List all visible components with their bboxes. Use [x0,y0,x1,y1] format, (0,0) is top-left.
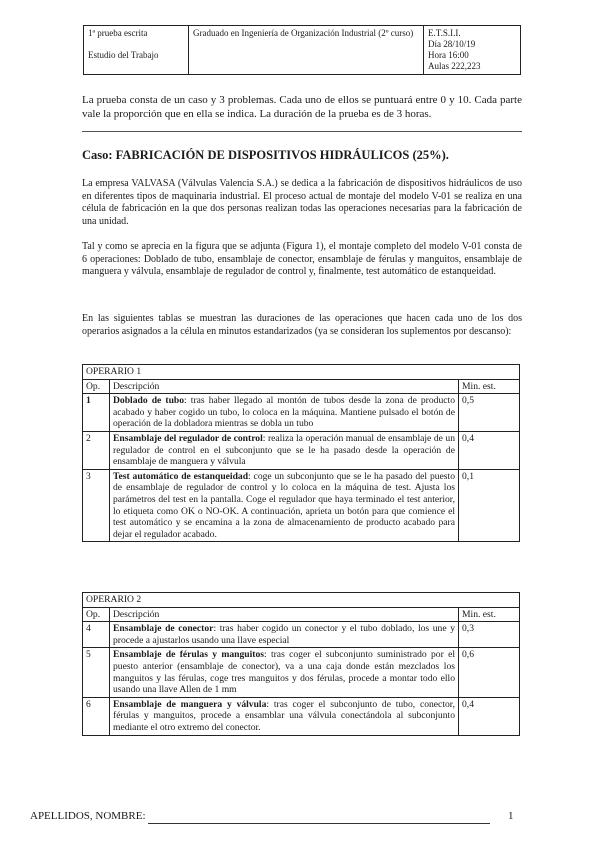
exam-rooms: Aulas 222,223 [428,61,481,71]
op-number: 6 [83,697,110,735]
subject-name: Estudio del Trabajo [88,50,159,60]
school-name: E.T.S.I.I. [428,28,461,38]
degree-name: Graduado en Ingeniería de Organización Industrial (2º curso) [193,28,414,38]
col-time-header: Min. est. [459,379,520,394]
table-row [83,622,520,648]
table-row [83,431,520,469]
col-op-header: Op. [83,379,110,394]
op-time: 0,4 [459,431,520,469]
schedule-cell [424,26,521,75]
op-text: : tras coger el subconjunto de tubo, conector, férulas y manguitos, procede a ensamblar una válvula conectándola al subconjunto mediante el otro extremo del conector. [113,698,455,733]
op-number: 4 [83,622,110,648]
col-time-header: Min. est. [459,607,520,622]
paragraph-1: La empresa VALVASA (Válvulas Valencia S.A.) se dedica a la fabricación de dispositivos hidráulicos de uso en diferentes tipos de maquinaria industrial. El proceso actual de montaje del modelo V-01 se realiza en una célula de fabricación en la que dos personas realizan todas las operaciones necesarias para la fabricación de una unidad. [82,178,522,227]
op-description [110,394,459,432]
col-desc-header: Descripción [110,379,459,394]
op-name: Ensamblaje de conector [113,623,214,635]
op-time: 0,3 [459,622,520,648]
op-description [110,431,459,469]
table-title: OPERARIO 2 [83,593,520,608]
exam-date: Día 28/10/19 [428,39,476,49]
op-description [110,469,459,542]
operario-2-table [82,592,520,736]
name-label: APELLIDOS, NOMBRE: [30,810,146,822]
exam-info-cell [84,26,189,75]
op-time: 0,4 [459,697,520,735]
table-row [83,394,520,432]
case-title: Caso: FABRICACIÓN DE DISPOSITIVOS HIDRÁULICOS (25%). [82,148,449,162]
table-title: OPERARIO 1 [83,365,520,380]
op-text: : realiza la operación manual de ensamblaje de un regulador de control en el subconjunto que se le ha pasado desde la operación de ensamblaje de manguera y válvula [113,432,455,468]
exam-name: 1ª prueba escrita [88,28,148,38]
col-desc-header: Descripción [110,607,459,622]
exam-time: Hora 16:00 [428,50,469,60]
op-time: 0,5 [459,394,520,432]
degree-cell [189,26,424,75]
op-description [110,648,459,697]
op-number: 3 [83,469,110,542]
op-number: 5 [83,648,110,697]
op-description [110,697,459,735]
operario-1-table [82,364,520,542]
table-row [83,697,520,735]
op-name: Ensamblaje de manguera y válvula [113,698,267,710]
col-op-header: Op. [83,607,110,622]
table-row [83,648,520,697]
paragraph-2: Tal y como se aprecia en la figura que se adjunta (Figura 1), el montaje completo del modelo V-01 consta de 6 operaciones: Doblado de tubo, ensamblaje de conector, ensamblaje de férulas y manguitos, ensamblaje de manguera y válvula, ensamblaje de regulador de control y, finalmente, test automático de estanqueidad. [82,241,522,277]
exam-header-table [83,25,521,75]
op-name: Ensamblaje del regulador de control [113,432,263,444]
op-text: : tras coger el subconjunto suministrado por el puesto anterior (ensamblaje de conector), va a una caja donde están mezclados los manguitos y las férulas, coge tres manguitos y dos férulas, procede a montar todo ello usando una llave Allen de 1 mm [113,649,455,696]
intro-text: La prueba consta de un caso y 3 problemas. Cada uno de ellos se puntuará entre 0 y 10. Cada parte vale la proporción que en ella se indica. La duración de la prueba es de 3 horas. [82,94,522,120]
op-text: : tras haber llegado al montón de tubos desde la zona de producto acabado y haber cogido un tubo, lo coloca en la máquina. Mantiene pulsado el botón de operación de la dobladora mientras se dobla un tubo [113,395,455,430]
op-name: Ensamblaje de férulas y manguitos [113,649,264,661]
name-write-line[interactable] [148,823,490,824]
op-name: Test automático de estanqueidad [113,470,249,482]
section-divider [82,131,522,132]
op-text: : tras haber cogido un conector y el tubo doblado, los une y procede a ajustarlos usando una llave especial [113,623,455,646]
op-number: 2 [83,431,110,469]
op-name: Doblado de tubo [113,395,185,407]
op-time: 0,6 [459,648,520,697]
op-description [110,622,459,648]
op-time: 0,1 [459,469,520,542]
op-text: : coge un subconjunto que se le ha pasado del puesto de ensamblaje de regulador de control y lo coloca en la máquina de test. Ajusta los parámetros del test en la pantalla. Coge el regulador que haya terminado el test anterior, lo etiqueta como OK o NO-OK. A continuación, aprieta un botón para que comience el test automático y se encamina a la zona de almacenamiento de producto acabado para dejar el regulador acabado. [113,470,455,540]
paragraph-3: En las siguientes tablas se muestran las duraciones de las operaciones que hacen cada uno de los dos operarios asignados a la célula en minutos estandarizados (ya se consideran los suplementos por descanso): [82,313,522,337]
page-number: 1 [508,810,514,822]
table-row [83,469,520,542]
op-number: 1 [83,394,110,432]
